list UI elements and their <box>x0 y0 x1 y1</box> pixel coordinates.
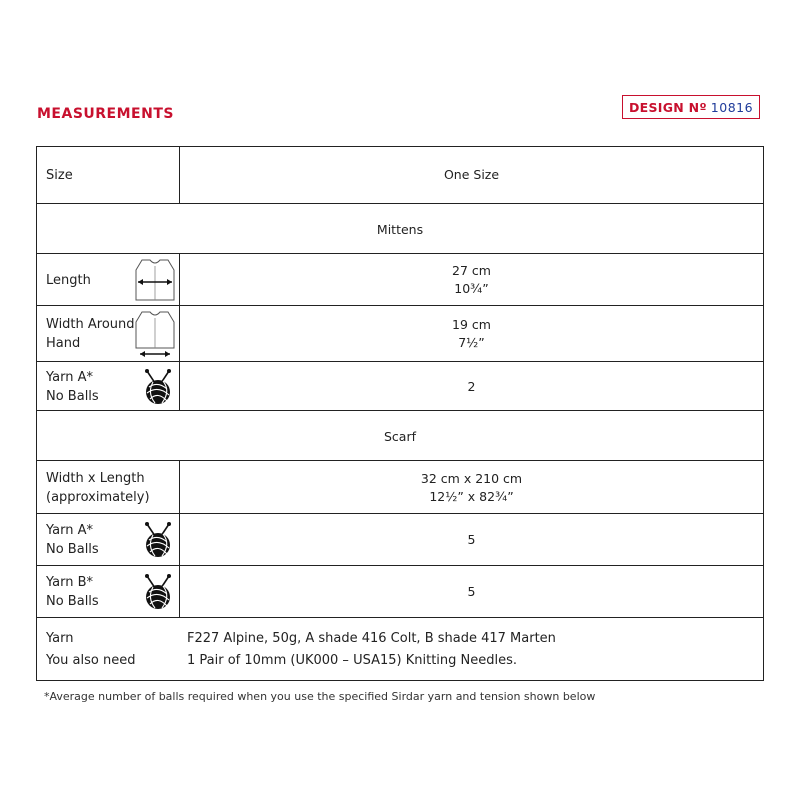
design-number-badge <box>622 95 760 119</box>
width-label-line1: Width Around <box>46 317 135 332</box>
row-value-cell <box>180 147 763 203</box>
length-in: 10¾” <box>454 281 489 296</box>
row-label-cell <box>37 566 180 618</box>
size-label: Size <box>46 167 73 183</box>
scarf-size-cm: 32 cm x 210 cm <box>420 470 523 486</box>
scarf-yarn-a-count: 5 <box>467 532 476 547</box>
yarn-ball-icon <box>141 367 175 407</box>
scarf-size-label-line2: (approximately) <box>46 489 150 505</box>
section-row-scarf <box>37 410 763 461</box>
row-value-cell <box>187 618 763 681</box>
scarf-size-label-line1: Width x Length <box>46 470 145 486</box>
design-number: 10816 <box>710 99 754 115</box>
yarn-value: F227 Alpine, 50g, A shade 416 Colt, B shade 417 Marten <box>187 630 556 646</box>
mittens-yarn-a-count: 2 <box>467 378 476 394</box>
size-value: One Size <box>443 167 500 182</box>
scarf-yarn-b-count: 5 <box>467 584 476 599</box>
design-label: DESIGN Nº <box>628 99 707 115</box>
table-row-yarn <box>37 617 763 681</box>
measurements-table <box>36 146 764 681</box>
no-balls-label: No Balls <box>46 388 99 404</box>
row-label-cell <box>37 514 180 566</box>
row-value-cell <box>180 566 763 618</box>
yarn-ball-icon <box>141 572 175 612</box>
table-row-size <box>37 147 763 203</box>
page-title: MEASUREMENTS <box>37 106 174 122</box>
row-value-cell <box>180 514 763 566</box>
width-in: 7½” <box>458 335 485 350</box>
width-label-line2: Hand <box>46 336 81 351</box>
yarn-ball-icon <box>141 520 175 560</box>
table-row-mittens-yarn-a <box>37 361 763 411</box>
yarn-a-label: Yarn A* <box>46 523 93 538</box>
no-balls-label: No Balls <box>46 594 99 609</box>
row-value-cell <box>180 254 763 306</box>
row-value-cell <box>180 461 763 514</box>
table-row-scarf-yarn-a <box>37 513 763 566</box>
length-label: Length <box>46 272 91 288</box>
you-also-need-label: You also need <box>46 652 136 668</box>
row-label-cell <box>37 254 180 306</box>
row-label-cell <box>37 461 180 514</box>
table-row-scarf-yarn-b <box>37 565 763 618</box>
row-value-cell <box>180 306 763 362</box>
table-row-scarf-size <box>37 460 763 514</box>
row-label-cell <box>37 147 180 203</box>
width-cm: 19 cm <box>452 317 491 332</box>
garment-length-icon <box>134 258 176 302</box>
section-row-mittens <box>37 203 763 254</box>
table-row-length <box>37 253 763 306</box>
garment-width-icon <box>134 310 176 358</box>
row-label-cell <box>37 306 180 362</box>
section-title-scarf: Scarf <box>383 428 416 444</box>
yarn-b-label: Yarn B* <box>46 575 94 590</box>
section-title-mittens: Mittens <box>376 221 424 237</box>
row-value-cell <box>180 362 763 411</box>
yarn-a-label: Yarn A* <box>46 369 93 385</box>
yarn-label: Yarn <box>46 630 74 646</box>
length-cm: 27 cm <box>452 263 491 278</box>
table-row-width <box>37 305 763 362</box>
needles-value: 1 Pair of 10mm (UK000 – USA15) Knitting Needles. <box>187 652 518 668</box>
row-label-cell <box>37 362 180 411</box>
scarf-size-in: 12½” x 82¾” <box>429 488 514 504</box>
no-balls-label: No Balls <box>46 542 99 557</box>
footnote: *Average number of balls required when you use the specified Sirdar yarn and tension shown below <box>44 690 596 703</box>
